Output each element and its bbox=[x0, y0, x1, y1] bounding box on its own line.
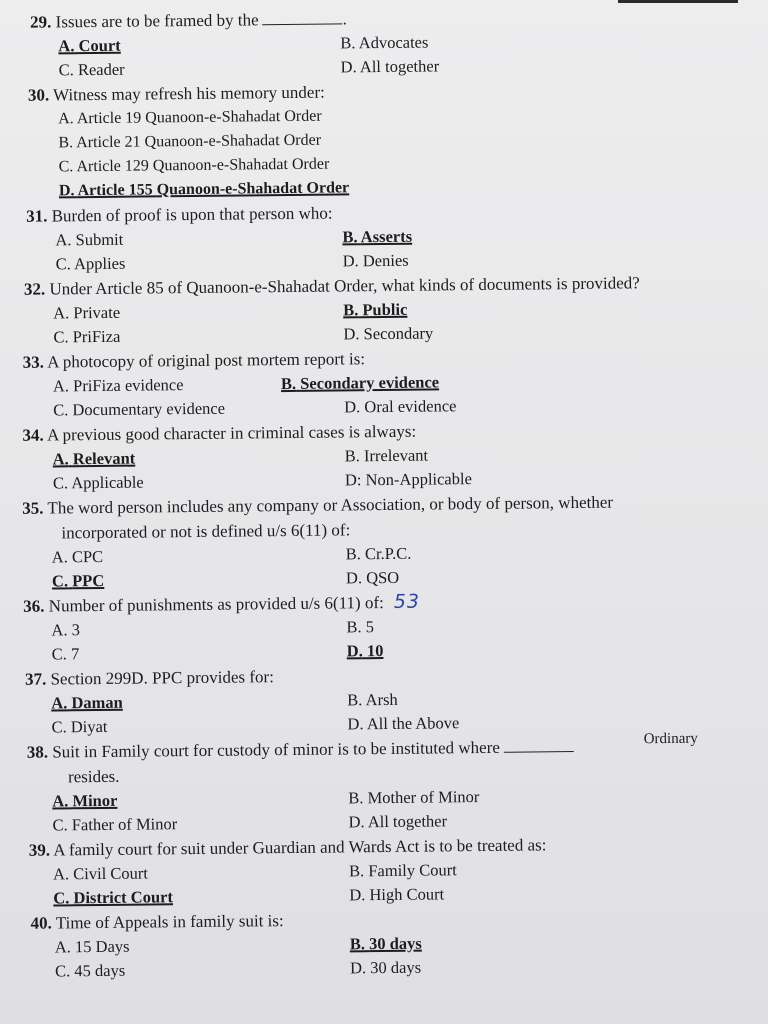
option-letter: D: bbox=[344, 470, 362, 490]
question-number: 38. bbox=[26, 742, 49, 762]
option-letter: B. bbox=[280, 373, 297, 394]
option-text: Article 19 Quanoon-e-Shahadat Order bbox=[76, 107, 322, 128]
option-b-correct bbox=[342, 225, 412, 250]
option-letter: D. bbox=[346, 641, 363, 661]
option-text: Secondary evidence bbox=[300, 372, 440, 393]
option-text: Oral evidence bbox=[364, 396, 457, 417]
question-text: A previous good character in criminal cases is always: bbox=[46, 421, 417, 445]
option-letter: B. bbox=[348, 861, 365, 881]
option-d-correct bbox=[347, 639, 384, 663]
question-2 bbox=[1, 75, 742, 204]
option-letter: A. bbox=[58, 110, 74, 128]
question-stem bbox=[8, 732, 748, 790]
question-text: Issues are to be framed by the bbox=[55, 10, 259, 32]
option-c bbox=[59, 58, 125, 83]
option-b-correct bbox=[350, 932, 422, 957]
handwritten-note: 53 bbox=[393, 590, 421, 613]
option-text: PriFiza bbox=[72, 326, 121, 347]
option-text: 45 days bbox=[74, 960, 126, 981]
question-6 bbox=[4, 415, 745, 496]
option-letter: D. bbox=[343, 324, 360, 344]
question-text: Section 299D. PPC provides for: bbox=[50, 667, 274, 689]
option-d bbox=[340, 54, 439, 79]
option-text: CPC bbox=[71, 546, 104, 567]
option-c-correct bbox=[53, 885, 173, 910]
option-b bbox=[346, 615, 374, 639]
question-number: 33. bbox=[22, 352, 45, 372]
question-text: A photocopy of original post mortem report is: bbox=[47, 349, 366, 372]
option-c bbox=[53, 325, 120, 350]
option-text: 30 days bbox=[370, 957, 422, 978]
option-letter: A. bbox=[54, 937, 71, 957]
option-d bbox=[346, 566, 399, 591]
question-number: 34. bbox=[22, 425, 44, 445]
question-text: A family court for suit under Guardian and Wards Act is to be treated as: bbox=[53, 835, 547, 860]
question-text: Suit in Family court for custody of minor is to be instituted where bbox=[52, 737, 500, 762]
option-d bbox=[345, 467, 472, 492]
option-text: Documentary evidence bbox=[72, 398, 226, 420]
question-8 bbox=[6, 586, 747, 667]
option-d bbox=[343, 249, 409, 274]
option-text: Article 129 Quanoon-e-Shahadat Order bbox=[76, 155, 330, 176]
option-letter: C. bbox=[52, 815, 68, 835]
question-number: 31. bbox=[26, 206, 48, 226]
option-letter: C. bbox=[58, 60, 74, 80]
option-letter: C. bbox=[54, 961, 71, 981]
answer-blank bbox=[263, 9, 343, 25]
option-a bbox=[53, 373, 184, 398]
option-text: PPC bbox=[72, 570, 105, 591]
option-c-correct bbox=[52, 569, 104, 594]
question-number: 32. bbox=[23, 279, 46, 299]
question-9 bbox=[7, 659, 748, 740]
question-number: 35. bbox=[22, 498, 44, 518]
option-text: PriFiza evidence bbox=[73, 375, 184, 396]
option-text: Article 21 Quanoon-e-Shahadat Order bbox=[76, 131, 322, 152]
option-letter: B. bbox=[349, 934, 366, 954]
option-a bbox=[55, 935, 130, 960]
option-text: Civil Court bbox=[73, 863, 149, 884]
option-text: 3 bbox=[71, 620, 81, 640]
option-a bbox=[52, 545, 104, 570]
option-text: 7 bbox=[70, 644, 80, 664]
option-c bbox=[52, 642, 80, 666]
options-list bbox=[1, 100, 742, 204]
option-b-correct bbox=[281, 370, 439, 396]
option-letter: B. bbox=[344, 446, 360, 466]
option-text: Diyat bbox=[70, 716, 108, 737]
question-1 bbox=[0, 2, 741, 83]
option-letter: A. bbox=[51, 620, 68, 640]
option-text: Family Court bbox=[368, 860, 457, 881]
option-text: High Court bbox=[369, 884, 445, 905]
option-a-correct bbox=[52, 789, 117, 814]
option-letter: A. bbox=[53, 303, 70, 323]
option-text: Asserts bbox=[360, 226, 413, 247]
option-text: Public bbox=[362, 299, 408, 320]
option-text: Applicable bbox=[71, 472, 144, 493]
option-letter: B. bbox=[348, 788, 364, 808]
option-text: Advocates bbox=[358, 32, 429, 53]
option-letter: D. bbox=[345, 568, 363, 588]
option-letter: C. bbox=[58, 158, 74, 176]
option-letter: B. bbox=[343, 300, 359, 320]
option-text: 10 bbox=[366, 641, 384, 661]
option-letter: B. bbox=[342, 227, 358, 247]
option-a-correct bbox=[51, 691, 123, 716]
option-b bbox=[348, 785, 479, 810]
question-text: Number of punishments as provided u/s 6(11) of: bbox=[48, 593, 384, 616]
option-letter: B. bbox=[346, 617, 362, 637]
option-b bbox=[347, 688, 398, 713]
option-text: All the Above bbox=[366, 713, 460, 734]
option-d bbox=[349, 882, 444, 907]
question-number: 40. bbox=[30, 913, 52, 933]
mcq-page bbox=[0, 2, 750, 984]
question-7 bbox=[5, 488, 746, 594]
option-text: 5 bbox=[365, 617, 375, 637]
question-4 bbox=[3, 269, 744, 350]
option-b bbox=[340, 31, 428, 56]
option-letter: A. bbox=[51, 547, 68, 567]
question-text-continued: resides. bbox=[67, 766, 120, 787]
option-letter: A. bbox=[55, 230, 72, 250]
option-text: Cr.P.C. bbox=[364, 543, 412, 564]
option-text: Non-Applicable bbox=[365, 469, 472, 490]
option-text: Private bbox=[73, 302, 121, 323]
option-c bbox=[51, 715, 107, 740]
option-text: All together bbox=[359, 56, 440, 77]
option-text: Minor bbox=[72, 790, 118, 811]
option-letter: C. bbox=[51, 571, 69, 591]
question-10 bbox=[8, 732, 749, 838]
option-text: Denies bbox=[362, 250, 409, 271]
question-text-continued: incorporated or not is defined u/s 6(11) of: bbox=[61, 520, 351, 543]
option-letter: A. bbox=[52, 376, 70, 396]
option-c bbox=[56, 252, 126, 277]
option-text: Irrelevant bbox=[363, 445, 429, 466]
option-letter: D. bbox=[349, 885, 366, 905]
option-text: Court bbox=[78, 35, 121, 56]
option-letter: D. bbox=[347, 714, 364, 734]
option-text: 30 days bbox=[368, 933, 422, 954]
option-letter: B. bbox=[347, 690, 363, 710]
option-letter: D. bbox=[348, 812, 365, 832]
option-text: Relevant bbox=[72, 448, 136, 469]
option-letter: D. bbox=[342, 251, 359, 271]
option-letter: A. bbox=[52, 449, 69, 469]
option-text: District Court bbox=[73, 887, 174, 908]
question-text: Burden of proof is upon that person who: bbox=[51, 203, 333, 226]
option-letter: B. bbox=[345, 544, 361, 564]
option-text: Arsh bbox=[365, 689, 398, 710]
option-a bbox=[55, 228, 123, 253]
option-letter: C. bbox=[55, 254, 71, 274]
question-11 bbox=[9, 830, 750, 911]
option-c bbox=[52, 812, 177, 837]
option-letter: C. bbox=[53, 400, 69, 420]
question-trail: . bbox=[342, 9, 347, 29]
option-letter: A. bbox=[58, 36, 75, 56]
option-letter: D. bbox=[344, 397, 361, 417]
option-text: All together bbox=[367, 811, 448, 832]
option-letter: C. bbox=[53, 327, 69, 347]
option-text: Secondary bbox=[363, 323, 434, 344]
option-letter: C. bbox=[51, 717, 67, 737]
question-number: 37. bbox=[24, 669, 47, 689]
option-letter: D. bbox=[58, 182, 75, 200]
option-text: 15 Days bbox=[74, 936, 130, 957]
option-a bbox=[53, 861, 148, 886]
option-d bbox=[344, 394, 456, 419]
option-letter: C. bbox=[53, 888, 70, 908]
option-b bbox=[346, 542, 412, 567]
option-text: Submit bbox=[75, 229, 124, 250]
option-text: QSO bbox=[366, 567, 400, 588]
option-c bbox=[53, 471, 144, 496]
option-a-correct bbox=[53, 447, 136, 472]
option-text: Daman bbox=[71, 692, 123, 713]
option-letter: A. bbox=[52, 864, 70, 884]
question-5 bbox=[4, 342, 745, 423]
question-stem bbox=[5, 488, 745, 546]
option-letter: A. bbox=[52, 791, 69, 811]
question-number: 36. bbox=[23, 596, 45, 616]
option-text: Reader bbox=[77, 59, 125, 80]
option-c bbox=[55, 959, 125, 984]
option-a bbox=[51, 618, 80, 642]
option-b-correct bbox=[343, 298, 407, 323]
option-b bbox=[345, 444, 429, 469]
option-a bbox=[53, 301, 120, 326]
question-number: 30. bbox=[27, 85, 50, 105]
question-number: 39. bbox=[28, 840, 51, 860]
option-text: Mother of Minor bbox=[367, 787, 480, 808]
option-letter: C. bbox=[52, 473, 69, 493]
option-text: Father of Minor bbox=[71, 814, 178, 835]
option-d bbox=[348, 809, 447, 834]
question-text: Witness may refresh his memory under: bbox=[52, 82, 325, 105]
question-12 bbox=[9, 903, 750, 984]
answer-blank bbox=[504, 737, 574, 753]
option-c bbox=[53, 397, 225, 423]
option-text: Applies bbox=[73, 253, 126, 274]
question-text: Time of Appeals in family suit is: bbox=[55, 911, 284, 933]
option-letter: B. bbox=[58, 134, 74, 152]
option-text: Article 155 Quanoon-e-Shahadat Order bbox=[77, 179, 350, 200]
question-text: Under Article 85 of Quanoon-e-Shahadat Order, what kinds of documents is provided? bbox=[49, 273, 640, 299]
question-number: 29. bbox=[30, 12, 52, 32]
question-text: The word person includes any company or Association, or body of person, whether bbox=[47, 492, 614, 518]
option-letter: B. bbox=[340, 33, 356, 53]
option-letter: A. bbox=[51, 693, 68, 713]
option-letter: D. bbox=[340, 57, 357, 77]
handwritten-side-note: Ordinary bbox=[643, 730, 698, 748]
option-d bbox=[343, 321, 433, 346]
option-b bbox=[349, 858, 457, 883]
option-letter: C. bbox=[51, 644, 67, 664]
option-d bbox=[350, 956, 421, 981]
question-3 bbox=[2, 196, 743, 277]
option-a-correct bbox=[58, 34, 121, 59]
option-d bbox=[347, 711, 459, 736]
option-letter: D. bbox=[349, 958, 367, 978]
